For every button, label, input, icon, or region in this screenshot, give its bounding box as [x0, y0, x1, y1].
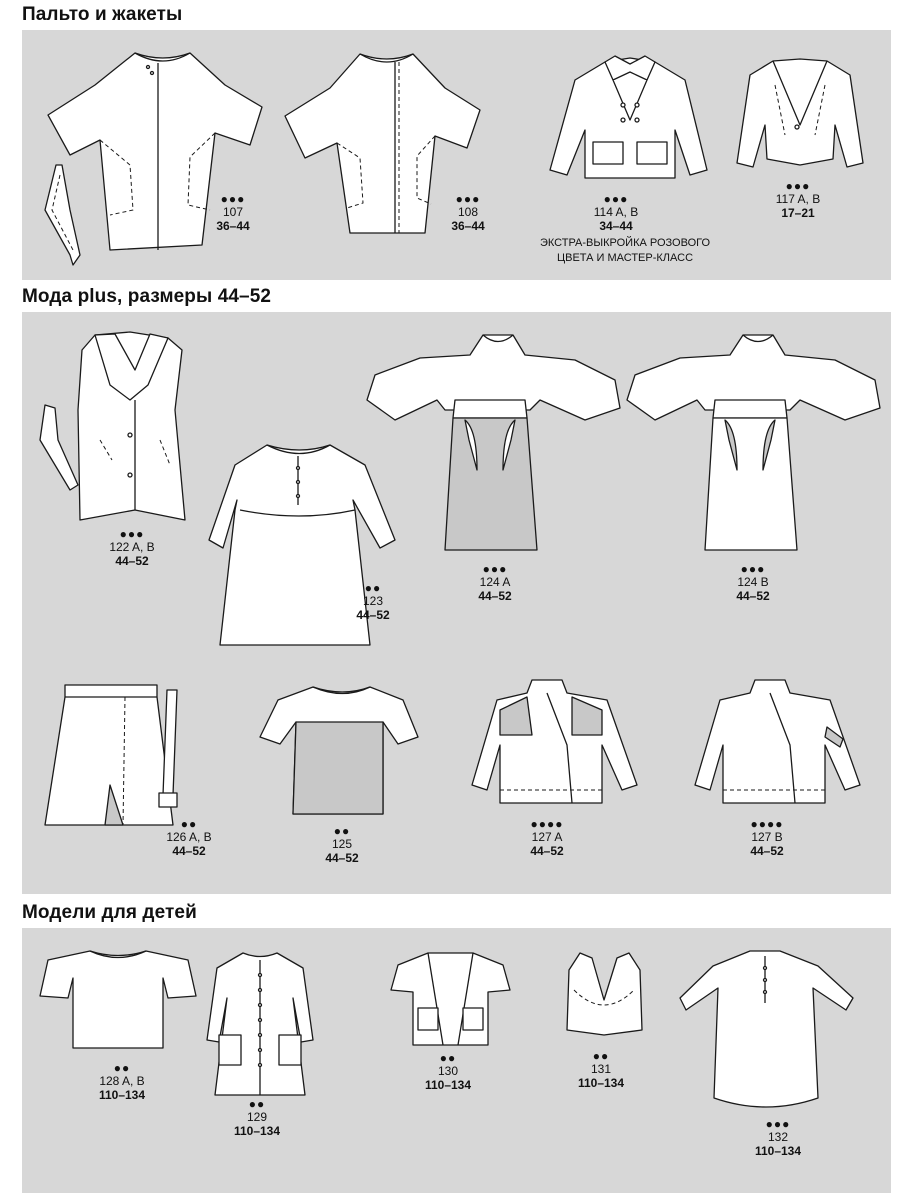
label-108: ●●● 108 36–44 — [451, 192, 485, 233]
section-title-plus-size: Мода plus, размеры 44–52 — [22, 286, 272, 307]
label-127b: ●●●● 127 B 44–52 — [750, 817, 784, 858]
label-124b: ●●● 124 B 44–52 — [736, 562, 770, 603]
label-122: ●●● 122 A, B 44–52 — [109, 527, 155, 568]
label-132: ●●● 132 110–134 — [754, 1117, 802, 1158]
label-127a: ●●●● 127 A 44–52 — [530, 817, 564, 858]
label-124a: ●●● 124 A 44–52 — [478, 562, 512, 603]
label-125: ●● 125 44–52 — [325, 824, 359, 865]
label-130: ●● 130 110–134 — [424, 1051, 472, 1092]
label-123: ●● 123 44–52 — [356, 581, 390, 622]
belt-sketch — [40, 405, 78, 490]
label-114: ●●● 114 A, B 34–44 — [593, 192, 639, 233]
section-title-coats: Пальто и жакеты — [22, 4, 183, 25]
label-126: ●● 126 A, B 44–52 — [166, 817, 212, 858]
label-107: ●●● 107 36–44 — [216, 192, 250, 233]
extra-pattern-note: ЭКСТРА-ВЫКРОЙКА РОЗОВОГО ЦВЕТА И МАСТЕР-КЛАСС — [539, 237, 711, 264]
belt-sketch — [45, 165, 80, 265]
belt-sketch — [163, 690, 177, 795]
label-129: ●● 129 110–134 — [233, 1097, 281, 1138]
label-131: ●● 131 110–134 — [577, 1049, 625, 1090]
label-117: ●●● 117 A, B 17–21 — [775, 179, 821, 220]
label-128: ●● 128 A, B 110–134 — [98, 1061, 146, 1102]
section-title-kids: Модели для детей — [22, 902, 197, 923]
